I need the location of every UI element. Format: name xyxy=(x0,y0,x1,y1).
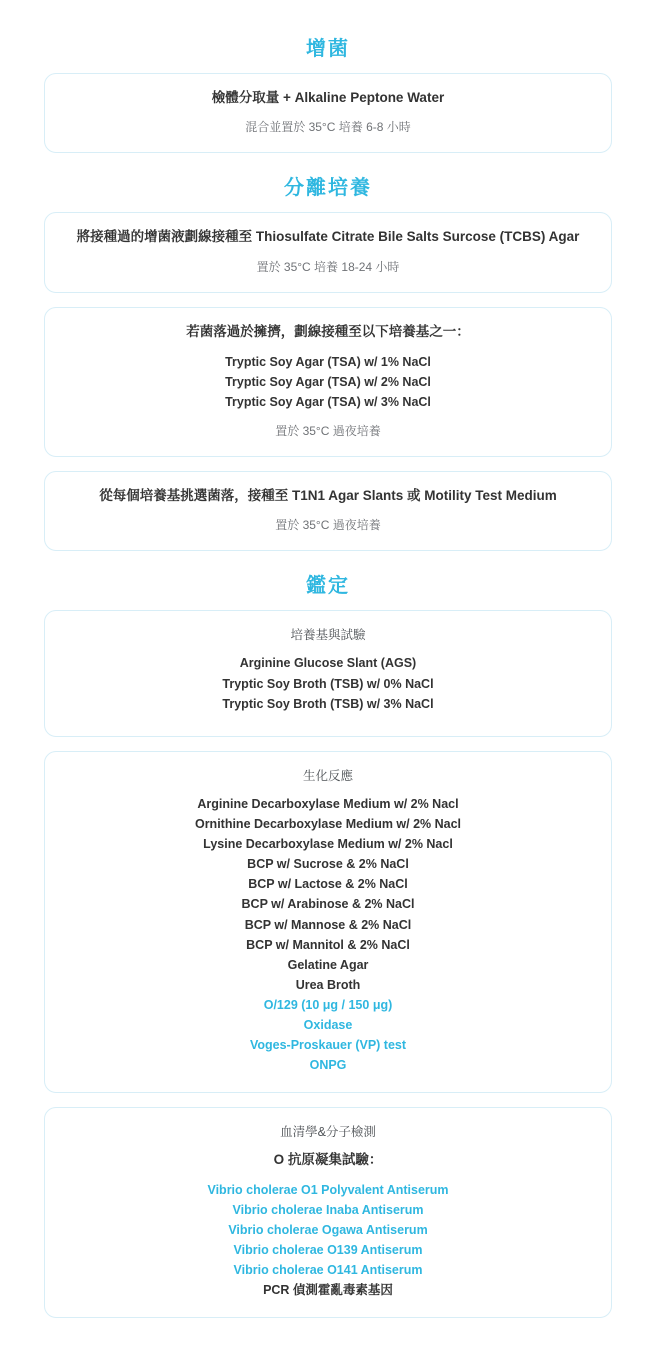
list-item: BCP w/ Arabinose & 2% NaCl xyxy=(241,897,415,912)
list-item: Urea Broth xyxy=(295,977,361,992)
card-label: 生化反應 xyxy=(302,768,353,783)
list-item: ONPG xyxy=(309,1058,347,1073)
list-item: Tryptic Soy Broth (TSB) w/ 0% NaCl xyxy=(222,676,434,691)
list-item: PCR 偵測霍亂毒素基因 xyxy=(263,1283,393,1298)
card-subheading: 混合並置於 35°C 培養 6-8 小時 xyxy=(245,120,411,135)
card-subheading: 置於 35°C 培養 18-24 小時 xyxy=(256,259,400,274)
list-item: Tryptic Soy Agar (TSA) w/ 1% NaCl xyxy=(225,354,431,369)
card-subheading: 置於 35°C 過夜培養 xyxy=(275,424,381,439)
list-item: Ornithine Decarboxylase Medium w/ 2% Nacl xyxy=(194,816,462,831)
list-item: Gelatine Agar xyxy=(287,957,369,972)
antiserum-list xyxy=(61,1180,595,1301)
media-list xyxy=(61,352,595,412)
card-identification-serology xyxy=(44,1107,612,1318)
list-item: Tryptic Soy Agar (TSA) w/ 3% NaCl xyxy=(225,395,431,409)
card-heading: 將接種過的增菌液劃線接種至 Thiosulfate Citrate Bile Salts Surcose (TCBS) Agar xyxy=(76,229,580,245)
list-item: Lysine Decarboxylase Medium w/ 2% Nacl xyxy=(203,837,453,851)
list-item: O/129 (10 μg / 150 μg) xyxy=(263,998,393,1012)
list-item: BCP w/ Sucrose & 2% NaCl xyxy=(247,857,409,872)
list-item: Tryptic Soy Broth (TSB) w/ 3% NaCl xyxy=(222,696,434,711)
section-title-identification: 鑑定 xyxy=(306,575,350,598)
list-item: BCP w/ Mannose & 2% NaCl xyxy=(244,917,412,932)
card-heading: 從每個培養基挑選菌落，接種至 T1N1 Agar Slants 或 Motility Test Medium xyxy=(99,488,557,504)
card-identification-media xyxy=(44,610,612,736)
list-item: BCP w/ Mannitol & 2% NaCl xyxy=(246,937,410,952)
media-list xyxy=(61,653,595,713)
list-item: Arginine Decarboxylase Medium w/ 2% Nacl xyxy=(197,796,459,811)
card-subheading: 置於 35°C 過夜培養 xyxy=(275,518,381,533)
section-title-isolation: 分離培養 xyxy=(284,177,372,200)
card-isolation-1 xyxy=(44,212,612,292)
list-item: BCP w/ Lactose & 2% NaCl xyxy=(248,877,408,892)
biochemical-list xyxy=(61,794,595,1076)
card-enrichment-1 xyxy=(44,73,612,153)
list-item: Vibrio cholerae Ogawa Antiserum xyxy=(228,1223,428,1237)
card-identification-biochemical xyxy=(44,751,612,1093)
card-label: 血清學&分子檢測 xyxy=(280,1124,376,1139)
card-label: 培養基與試驗 xyxy=(290,628,366,643)
list-item: Tryptic Soy Agar (TSA) w/ 2% NaCl xyxy=(225,374,431,389)
card-isolation-3 xyxy=(44,471,612,551)
list-item: Oxidase xyxy=(303,1018,353,1033)
card-heading: 檢體分取量 + Alkaline Peptone Water xyxy=(211,90,445,105)
list-item: Vibrio cholerae O1 Polyvalent Antiserum xyxy=(207,1182,449,1197)
list-item: Vibrio cholerae O141 Antiserum xyxy=(233,1263,423,1278)
card-isolation-2 xyxy=(44,307,612,458)
section-title-enrichment: 增菌 xyxy=(306,38,350,60)
card-heading: O 抗原凝集試驗： xyxy=(273,1151,383,1167)
list-item: Arginine Glucose Slant (AGS) xyxy=(239,656,417,671)
list-item: Vibrio cholerae O139 Antiserum xyxy=(233,1243,423,1258)
list-item: Vibrio cholerae Inaba Antiserum xyxy=(232,1202,424,1217)
list-item: Voges-Proskauer (VP) test xyxy=(249,1038,407,1053)
card-heading: 若菌落過於擁擠，劃線接種至以下培養基之一： xyxy=(186,323,470,339)
